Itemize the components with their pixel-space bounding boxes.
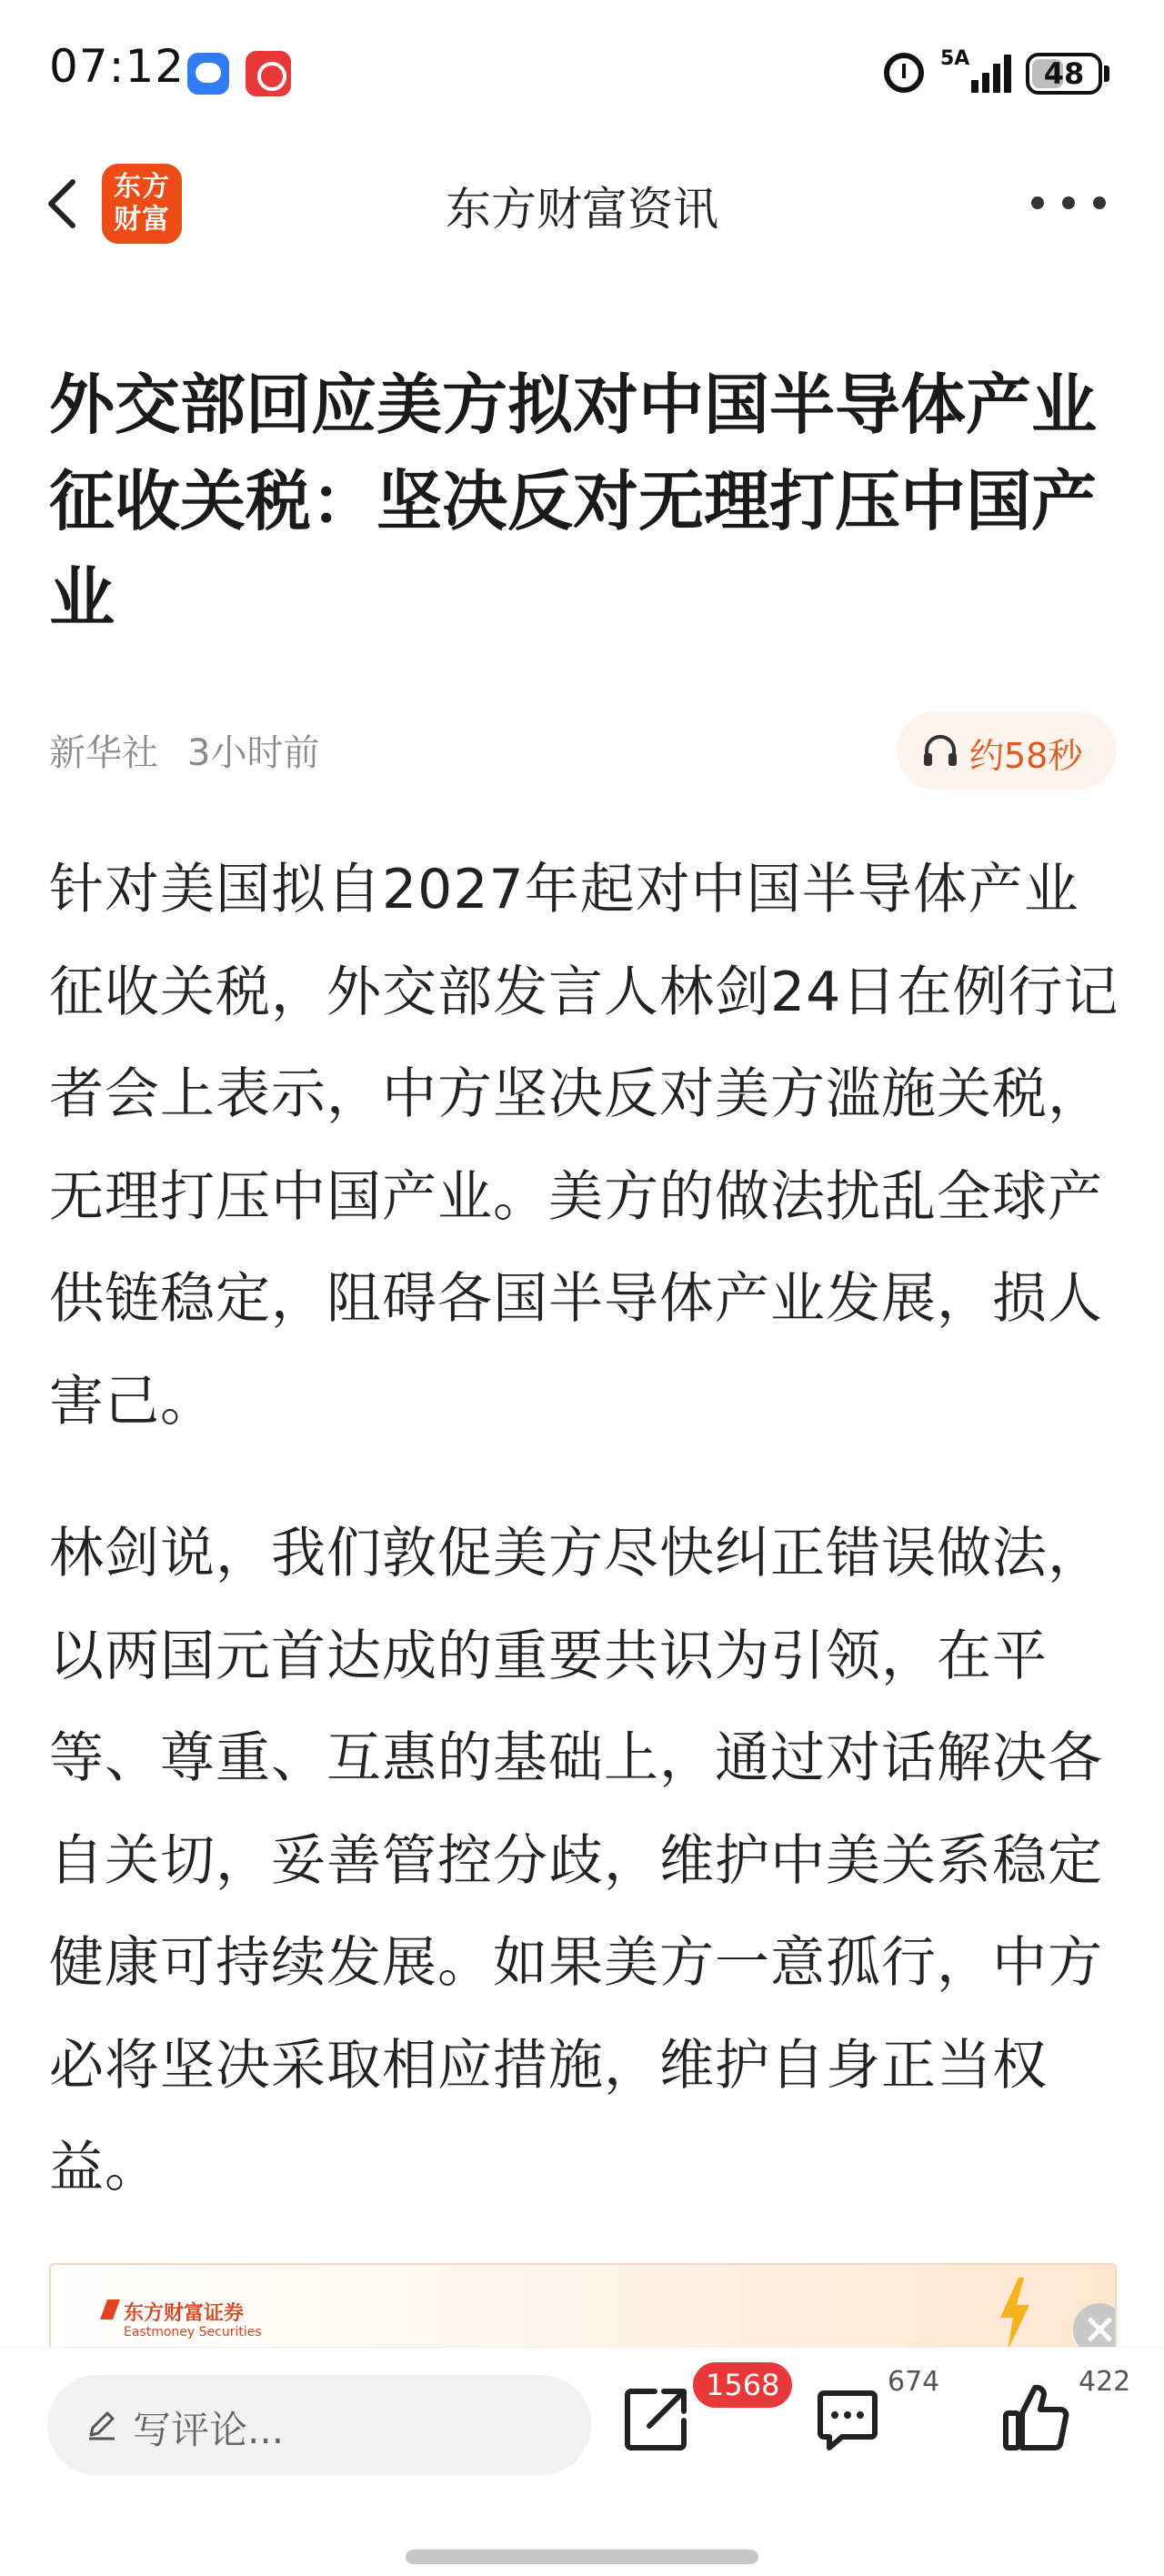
comment-count: 674 [888, 2366, 940, 2398]
comment-icon[interactable] [815, 2388, 880, 2453]
message-app-icon [187, 53, 229, 95]
bottom-action-bar [0, 2347, 1164, 2576]
article-meta [49, 724, 319, 776]
network-type: 5A [940, 47, 970, 70]
nav-bar [0, 136, 1164, 273]
ad-brand-name: 东方财富证券 [124, 2302, 245, 2325]
audio-duration: 约58秒 [969, 736, 1083, 776]
home-indicator[interactable] [406, 2550, 758, 2564]
battery-level: 48 [1043, 56, 1085, 91]
more-options-icon[interactable] [1028, 195, 1109, 213]
signal-icon [969, 51, 1015, 93]
audio-play-button[interactable] [897, 711, 1117, 790]
like-count: 422 [1079, 2366, 1131, 2398]
article-time: 3小时前 [187, 732, 320, 774]
alarm-icon [884, 53, 924, 93]
page-title: 东方财富资讯 [446, 183, 718, 236]
lightning-icon [997, 2278, 1033, 2350]
headphone-icon [922, 733, 958, 768]
pen-icon [84, 2406, 120, 2442]
thumbs-up-icon[interactable] [1002, 2382, 1071, 2453]
share-icon[interactable] [622, 2384, 691, 2453]
logo-text-line-2: 财富 [114, 204, 170, 236]
article-source[interactable]: 新华社 [49, 732, 158, 774]
article-paragraph: 针对美国拟自2027年起对中国半导体产业征收关税，外交部发言人林剑24日在例行记者会上表示，中方坚决反对美方滥施关税，无理打压中国产业。美方的做法扰乱全球产供链稳定，阻碍各国半导体产业发展，损人害己。 [49, 858, 1119, 1434]
battery-tip [1104, 65, 1109, 82]
status-bar [0, 0, 1164, 136]
ad-brand-english: Eastmoney Securities [124, 2325, 262, 2340]
article-paragraph: 林剑说，我们敦促美方尽快纠正错误做法，以两国元首达成的重要共识为引领，在平等、尊重、互惠的基础上，通过对话解决各自关切，妥善管控分歧，维护中美关系稳定健康可持续发展。如果美方一意孤行，中方必将坚决采取相应措施，维护自身正当权益。 [49, 1522, 1103, 2199]
brand-mark-icon [100, 2299, 120, 2319]
video-app-icon [246, 51, 291, 96]
comment-input[interactable] [47, 2375, 591, 2475]
share-count-badge: 1568 [693, 2362, 792, 2408]
logo-text-line-1: 东方 [114, 171, 170, 203]
article-headline: 外交部回应美方拟对中国半导体产业征收关税：坚决反对无理打压中国产业 [49, 367, 1098, 636]
status-time: 07:12 [49, 40, 186, 93]
battery-icon [1026, 53, 1102, 95]
comment-placeholder: 写评论... [133, 2408, 285, 2452]
